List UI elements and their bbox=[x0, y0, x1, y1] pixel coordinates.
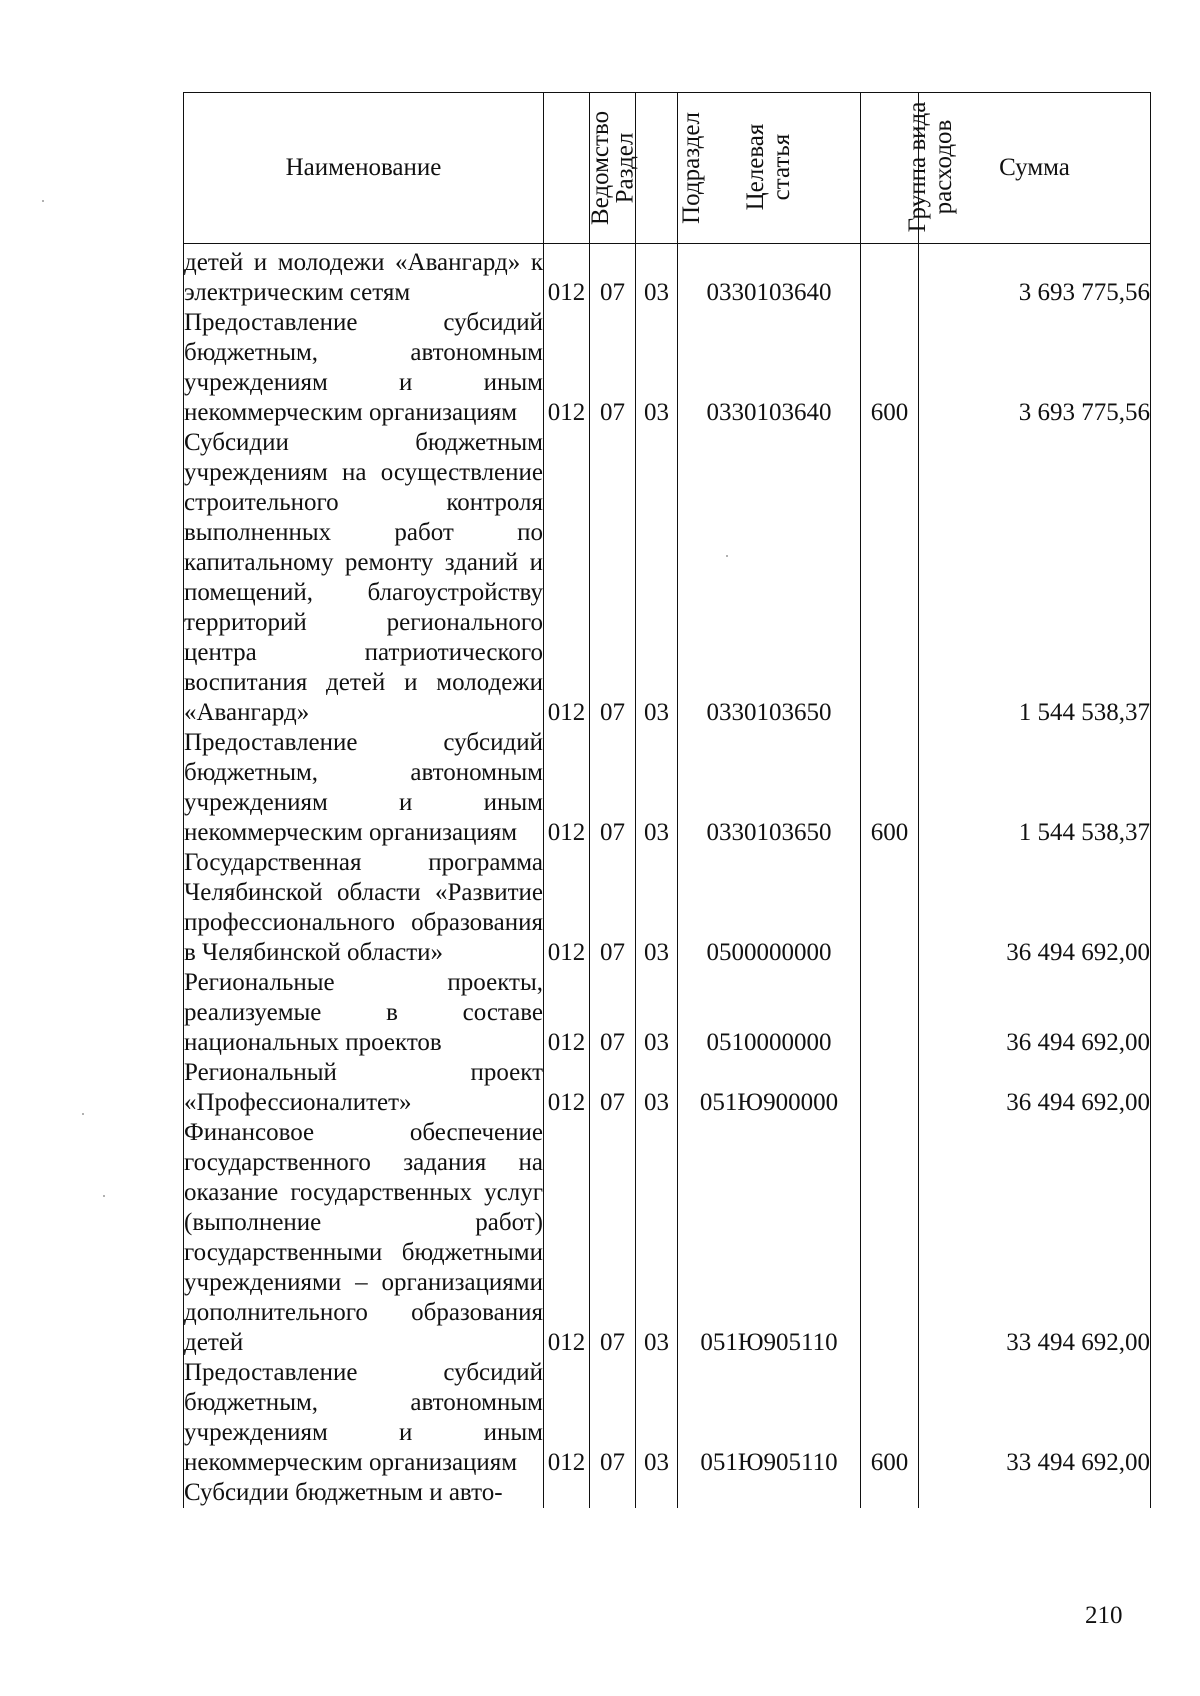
table-row bbox=[184, 968, 1151, 1058]
row-expense-group bbox=[861, 968, 919, 1058]
row-expense-group: 600 bbox=[861, 1358, 919, 1478]
row-dept: 012 bbox=[544, 968, 590, 1058]
row-section: 07 bbox=[590, 848, 636, 968]
row-name: Региональный проект «Профессионалитет» bbox=[184, 1059, 543, 1116]
table-row bbox=[184, 1118, 1151, 1358]
row-section: 07 bbox=[590, 308, 636, 428]
header-section: Раздел bbox=[590, 93, 636, 244]
scan-speck bbox=[42, 200, 44, 202]
row-expense-group bbox=[861, 1478, 919, 1508]
row-section bbox=[590, 1478, 636, 1508]
row-target-article: 0500000000 bbox=[678, 848, 861, 968]
row-amount: 36 494 692,00 bbox=[919, 848, 1151, 968]
row-target-article: 051Ю905110 bbox=[678, 1358, 861, 1478]
row-target-article: 0330103650 bbox=[678, 428, 861, 728]
header-dept: Ведомство bbox=[544, 93, 590, 244]
table-row bbox=[184, 1058, 1151, 1118]
row-amount: 33 494 692,00 bbox=[919, 1358, 1151, 1478]
header-target-article: Целевая статья bbox=[678, 93, 861, 244]
row-name: Предоставление субсидий бюджетным, автономным учреждениям и иным некоммерческим организациям bbox=[184, 729, 543, 846]
scan-speck bbox=[726, 555, 728, 557]
row-target-article: 051Ю905110 bbox=[678, 1118, 861, 1358]
header-amount: Сумма bbox=[919, 93, 1151, 244]
row-dept: 012 bbox=[544, 1118, 590, 1358]
row-subsection bbox=[636, 1478, 678, 1508]
row-target-article: 0330103650 bbox=[678, 728, 861, 848]
row-amount: 3 693 775,56 bbox=[919, 244, 1151, 309]
row-amount: 1 544 538,37 bbox=[919, 428, 1151, 728]
row-section: 07 bbox=[590, 1058, 636, 1118]
row-amount: 33 494 692,00 bbox=[919, 1118, 1151, 1358]
header-subsection: Подраздел bbox=[636, 93, 678, 244]
row-name: Предоставление субсидий бюджетным, автономным учреждениям и иным некоммерческим организациям bbox=[184, 1359, 543, 1476]
page-number: 210 bbox=[1085, 1602, 1123, 1629]
row-expense-group bbox=[861, 1118, 919, 1358]
row-name: Субсидии бюджетным учреждениям на осуществление строительного контроля выполненных работ по капитальному ремонту зданий и помещений, благоустройству территорий регионального центра патриотического воспитания детей и молодежи «Авангард» bbox=[184, 429, 543, 726]
row-dept: 012 bbox=[544, 308, 590, 428]
row-subsection: 03 bbox=[636, 428, 678, 728]
row-section: 07 bbox=[590, 728, 636, 848]
row-subsection: 03 bbox=[636, 968, 678, 1058]
table-row bbox=[184, 1478, 1151, 1508]
row-section: 07 bbox=[590, 968, 636, 1058]
row-name: Субсидии бюджетным и авто- bbox=[184, 1478, 544, 1508]
scan-speck bbox=[82, 1113, 84, 1115]
row-amount: 36 494 692,00 bbox=[919, 1058, 1151, 1118]
row-name: Предоставление субсидий бюджетным, автономным учреждениям и иным некоммерческим организациям bbox=[184, 309, 543, 426]
row-name: Региональные проекты, реализуемые в составе национальных проектов bbox=[184, 969, 543, 1056]
table-row bbox=[184, 308, 1151, 428]
row-expense-group: 600 bbox=[861, 728, 919, 848]
row-target-article: 0330103640 bbox=[678, 308, 861, 428]
row-name: Финансовое обеспечение государственного задания на оказание государственных услуг (выполнение работ) государственными бюджетными учреждениями – организациями дополнительного образования детей bbox=[184, 1119, 543, 1356]
row-target-article: 0330103640 bbox=[678, 244, 861, 309]
row-dept: 012 bbox=[544, 244, 590, 309]
row-subsection: 03 bbox=[636, 244, 678, 309]
row-section: 07 bbox=[590, 1358, 636, 1478]
row-dept: 012 bbox=[544, 1058, 590, 1118]
row-amount bbox=[919, 1478, 1151, 1508]
row-dept: 012 bbox=[544, 1358, 590, 1478]
row-target-article: 0510000000 bbox=[678, 968, 861, 1058]
row-section: 07 bbox=[590, 428, 636, 728]
row-target-article bbox=[678, 1478, 861, 1508]
row-dept: 012 bbox=[544, 848, 590, 968]
row-name: Государственная программа Челябинской области «Развитие профессионального образования в Челябинской области» bbox=[184, 849, 543, 966]
row-subsection: 03 bbox=[636, 728, 678, 848]
table-row bbox=[184, 1358, 1151, 1478]
row-expense-group bbox=[861, 848, 919, 968]
row-dept bbox=[544, 1478, 590, 1508]
row-target-article: 051Ю900000 bbox=[678, 1058, 861, 1118]
budget-table bbox=[183, 92, 1151, 1508]
row-dept: 012 bbox=[544, 728, 590, 848]
row-amount: 3 693 775,56 bbox=[919, 308, 1151, 428]
table-row bbox=[184, 848, 1151, 968]
table-header-row bbox=[184, 93, 1151, 244]
table-row bbox=[184, 244, 1151, 309]
row-subsection: 03 bbox=[636, 1358, 678, 1478]
header-expense-group: Группа вида расходов bbox=[861, 93, 919, 244]
row-subsection: 03 bbox=[636, 848, 678, 968]
table-row bbox=[184, 428, 1151, 728]
row-expense-group bbox=[861, 1058, 919, 1118]
row-name: детей и молодежи «Авангард» к электрическим сетям bbox=[184, 244, 544, 309]
row-subsection: 03 bbox=[636, 1058, 678, 1118]
row-section: 07 bbox=[590, 244, 636, 309]
table-row bbox=[184, 728, 1151, 848]
row-amount: 36 494 692,00 bbox=[919, 968, 1151, 1058]
row-subsection: 03 bbox=[636, 1118, 678, 1358]
row-expense-group: 600 bbox=[861, 308, 919, 428]
row-expense-group bbox=[861, 428, 919, 728]
header-name: Наименование bbox=[184, 93, 544, 244]
row-dept: 012 bbox=[544, 428, 590, 728]
row-subsection: 03 bbox=[636, 308, 678, 428]
row-expense-group bbox=[861, 244, 919, 309]
row-amount: 1 544 538,37 bbox=[919, 728, 1151, 848]
row-section: 07 bbox=[590, 1118, 636, 1358]
scan-speck bbox=[103, 1195, 105, 1197]
